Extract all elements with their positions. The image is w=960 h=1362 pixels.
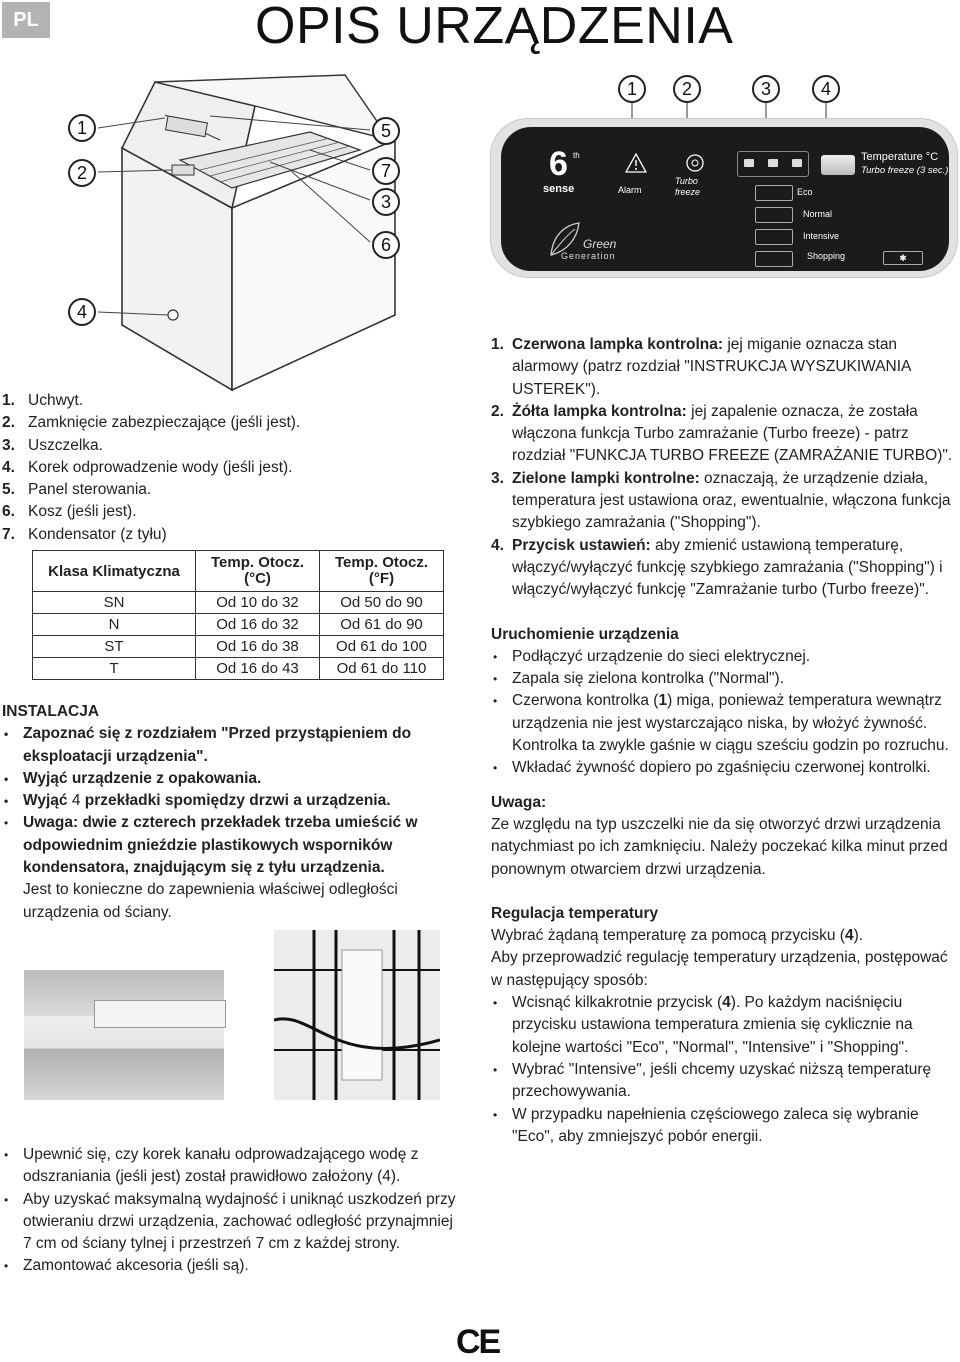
panel-callout-3: 3 [752, 75, 780, 103]
temperature-display [737, 151, 809, 177]
list-item: 1. Czerwona lampka kontrolna: jej miganie oznacza stan alarmowy (patrz rozdział "INSTRUKCJA WYSZUKIWANIA USTEREK"). [491, 336, 911, 398]
mode-eco-label: Eco [797, 187, 813, 197]
right-column [491, 334, 959, 1148]
alarm-icon [625, 153, 647, 173]
condenser-coils-graphic [274, 930, 440, 1100]
list-item: • Wyjąć 4 przekładki spomiędzy drzwi a urządzenia. [2, 790, 457, 812]
callout-2: 2 [68, 159, 96, 187]
freezer-illustration [60, 70, 420, 400]
regulation-heading: Regulacja temperatury [491, 904, 659, 922]
mode-normal-label: Normal [803, 209, 833, 219]
list-item: • Wcisnąć kilkakrotnie przycisk (4). Po każdym naciśnięciu przycisku ustawiona temperatura zmienia się cyklicznie na kolejne wartości "Eco", "Normal", "Intensive" i "Shopping". [491, 992, 959, 1059]
turbo-freeze-icon[interactable] [685, 153, 705, 173]
brand-superscript: th [573, 151, 580, 160]
mode-shopping-label: Shopping [807, 251, 846, 261]
panel-callout-2: 2 [673, 75, 701, 103]
climate-class-table [32, 550, 444, 680]
list-item: • Wkładać żywność dopiero po zgaśnięciu czerwonej kontrolki. [491, 757, 959, 779]
page-title: OPIS URZĄDZENIA [255, 0, 734, 55]
brand-word: sense [543, 183, 575, 195]
list-item: 7. Kondensator (z tyłu) [2, 525, 167, 543]
indicator-list [491, 334, 959, 602]
list-item: • Podłączyć urządzenie do sieci elektrycznej. [491, 646, 959, 668]
installation-section [2, 701, 457, 924]
mode-shopping-indicator [755, 251, 793, 267]
generation-label: Generation [561, 251, 616, 261]
photo-condenser-back [274, 930, 440, 1100]
mode-eco-indicator [755, 185, 793, 201]
callout-6: 6 [372, 231, 400, 259]
header-temp-c: Temp. Otocz. (°C) [196, 551, 320, 592]
green-label: Green [583, 237, 617, 251]
control-panel [490, 118, 958, 278]
parts-list [2, 390, 300, 546]
list-item: 1. Uchwyt. [2, 392, 84, 409]
callout-4: 4 [68, 298, 96, 326]
display-led-1 [744, 159, 754, 167]
photo-spacer-detail [94, 1000, 226, 1028]
display-led-3 [792, 159, 802, 167]
list-item: • Uwaga: dwie z czterech przekładek trzeba umieścić w odpowiednim gnieździe plastikowych wsporników kondensatora, znajdującym się z tyłu urządzenia. Jest to konieczne do zapewnienia właściwej odległości urządzenia od ściany. [2, 812, 457, 923]
list-item: 5. Panel sterowania. [2, 481, 152, 499]
list-item: • Aby uzyskać maksymalną wydajność i uniknąć uszkodzeń przy otwieraniu drzwi urządzenia, zachować odległość przynajmniej 7 cm od ściany tylnej i przestrzeń 7 cm z każdej strony. [2, 1189, 462, 1256]
ce-mark: CE [456, 1323, 500, 1361]
mode-intensive-label: Intensive [803, 231, 840, 241]
photo-spacer-installation [24, 970, 224, 1100]
brand-number: 6 [549, 145, 568, 183]
table-row: N Od 16 do 32 Od 61 do 90 [33, 614, 444, 636]
list-item: 4. Korek odprowadzenie wody (jeśli jest). [2, 458, 293, 476]
list-item: • Zapala się zielona kontrolka ("Normal"). [491, 668, 959, 690]
table-header-row [33, 551, 444, 592]
list-item: 3. Zielone lampki kontrolne: oznaczają, że urządzenie działa, temperatura jest ustawiona oraz, ewentualnie, włączona funkcja szybkiego zamrażania ("Shopping"). [491, 469, 951, 532]
callout-5: 5 [372, 117, 400, 145]
list-item: • Wyjąć urządzenie z opakowania. [2, 768, 457, 790]
snowflake-icon: ✱ [883, 251, 923, 265]
note-text: Ze względu na typ uszczelki nie da się otworzyć drzwi urządzenia natychmiast po ich zamknięciu. Należy poczekać kilka minut przed ponownym otwarciem drzwi urządzenia. [491, 815, 948, 878]
mode-normal-indicator [755, 207, 793, 223]
panel-callout-4: 4 [812, 75, 840, 103]
list-item: • Upewnić się, czy korek kanału odprowadzającego wodę z odszraniania (jeśli jest) został prawidłowo założony (4). [2, 1144, 462, 1189]
list-item: 6. Kosz (jeśli jest). [2, 503, 137, 521]
panel-callout-1: 1 [618, 75, 646, 103]
regulation-text-1: Wybrać żądaną temperaturę za pomocą przycisku (4). [491, 927, 864, 945]
display-led-2 [768, 159, 778, 167]
list-item: 4. Przycisk ustawień: aby zmienić ustawioną temperaturę, włączyć/wyłączyć funkcję szybkiego zamrażania ("Shopping") i włączyć/wyłączyć funkcję "Zamrażanie turbo (Turbo freeze)". [491, 536, 943, 599]
table-row: T Od 16 do 43 Od 61 do 110 [33, 658, 444, 680]
language-badge: PL [2, 2, 50, 38]
temperature-label: Temperature °C [861, 151, 939, 163]
callout-7: 7 [372, 157, 400, 185]
note-heading: Uwaga: [491, 793, 547, 811]
startup-heading: Uruchomienie urządzenia [491, 625, 679, 643]
mode-intensive-indicator [755, 229, 793, 245]
table-row: ST Od 16 do 38 Od 61 do 100 [33, 636, 444, 658]
list-item: 2. Żółta lampka kontrolna: jej zapalenie oznacza, że została włączona funkcja Turbo zamrażanie (Turbo freeze) - patrz rozdział "FUNKCJA TURBO FREEZE (ZAMRAŻANIE TURBO)". [491, 402, 953, 465]
callout-3: 3 [372, 188, 400, 216]
list-item: • Zapoznać się z rozdziałem "Przed przystąpieniem do eksploatacji urządzenia". [2, 723, 457, 768]
list-item: • Zamontować akcesoria (jeśli są). [2, 1255, 462, 1277]
turbo-label-2: freeze [675, 187, 701, 197]
turbo-hint: Turbo freeze (3 sec.) [861, 165, 949, 176]
table-row: SN Od 10 do 32 Od 50 do 90 [33, 592, 444, 614]
installation-heading: INSTALACJA [2, 703, 100, 720]
installation-notes [2, 1144, 462, 1278]
settings-button[interactable] [821, 155, 855, 175]
list-item: • W przypadku napełnienia częściowego zaleca się wybranie "Eco", aby zmniejszyć pobór energii. [491, 1104, 959, 1149]
list-item: • Czerwona kontrolka (1) miga, ponieważ temperatura wewnątrz urządzenia nie jest wystarczająco niska, by włożyć żywność. Kontrolka ta zwykle gaśnie w ciągu sześciu godzin po rozruchu. [491, 690, 959, 757]
callout-1: 1 [68, 114, 96, 142]
header-temp-f: Temp. Otocz. (°F) [320, 551, 444, 592]
control-panel-face [501, 127, 949, 271]
list-item: 3. Uszczelka. [2, 436, 103, 454]
alarm-label: Alarm [618, 185, 642, 195]
regulation-text-2: Aby przeprowadzić regulację temperatury urządzenia, postępować w następujący sposób: [491, 949, 948, 989]
list-item: 2. Zamknięcie zabezpieczające (jeśli jest). [2, 414, 301, 432]
header-climate-class: Klasa Klimatyczna [33, 551, 196, 592]
turbo-label-1: Turbo [675, 176, 698, 186]
list-item: • Wybrać "Intensive", jeśli chcemy uzyskać niższą temperaturę przechowywania. [491, 1059, 959, 1104]
